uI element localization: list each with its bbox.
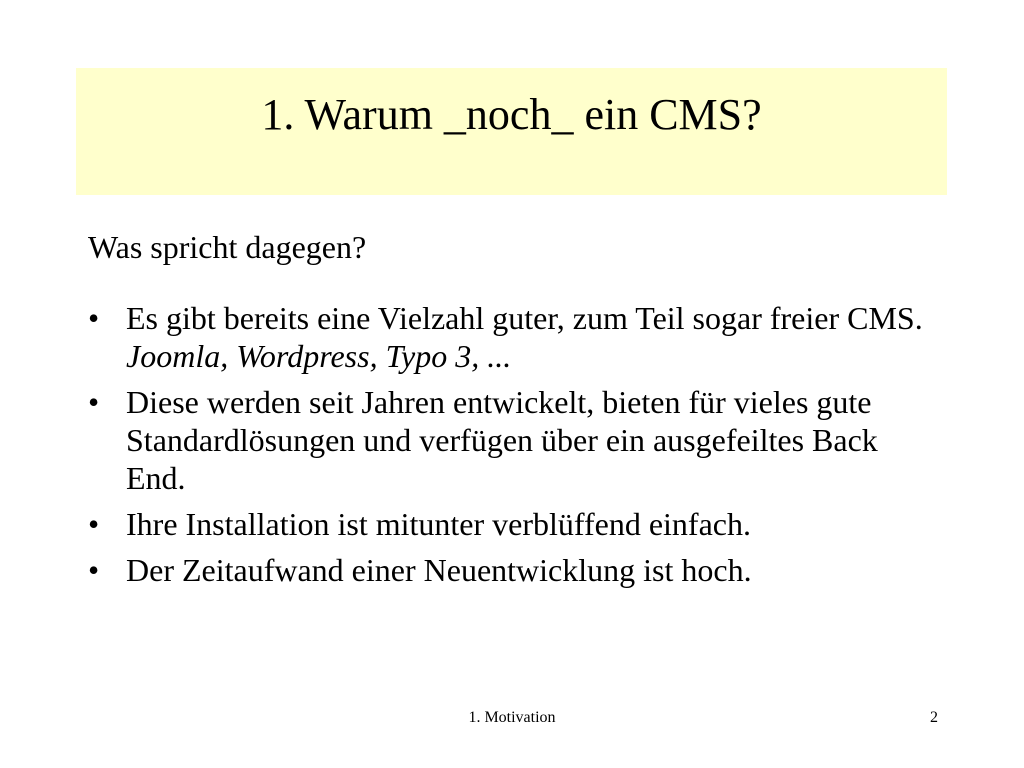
bullet-italic-text: Joomla, Wordpress, Typo 3, ...	[126, 338, 512, 374]
bullet-item	[88, 383, 938, 497]
footer-section: 1. Motivation	[468, 709, 556, 726]
bullet-item	[88, 505, 938, 543]
bullet-list	[88, 299, 938, 597]
slide-title: 1. Warum _noch_ ein CMS?	[261, 89, 762, 139]
bullet-text: Es gibt bereits eine Vielzahl guter, zum Teil sogar freier CMS.	[126, 300, 923, 336]
bullet-icon: •	[88, 552, 100, 588]
bullet-item	[88, 551, 938, 589]
bullet-icon: •	[88, 384, 100, 420]
bullet-text: Ihre Installation ist mitunter verblüffend einfach.	[126, 506, 751, 542]
page-number: 2	[930, 709, 938, 726]
bullet-icon: •	[88, 300, 100, 336]
intro-text: Was spricht dagegen?	[88, 229, 367, 265]
bullet-text: Der Zeitaufwand einer Neuentwicklung ist hoch.	[126, 552, 752, 588]
title-banner	[76, 68, 947, 195]
bullet-icon: •	[88, 506, 100, 542]
bullet-text: Diese werden seit Jahren entwickelt, bieten für vieles gute Standardlösungen und verfügen über ein ausgefeiltes Back End.	[126, 384, 878, 496]
bullet-item	[88, 299, 938, 375]
